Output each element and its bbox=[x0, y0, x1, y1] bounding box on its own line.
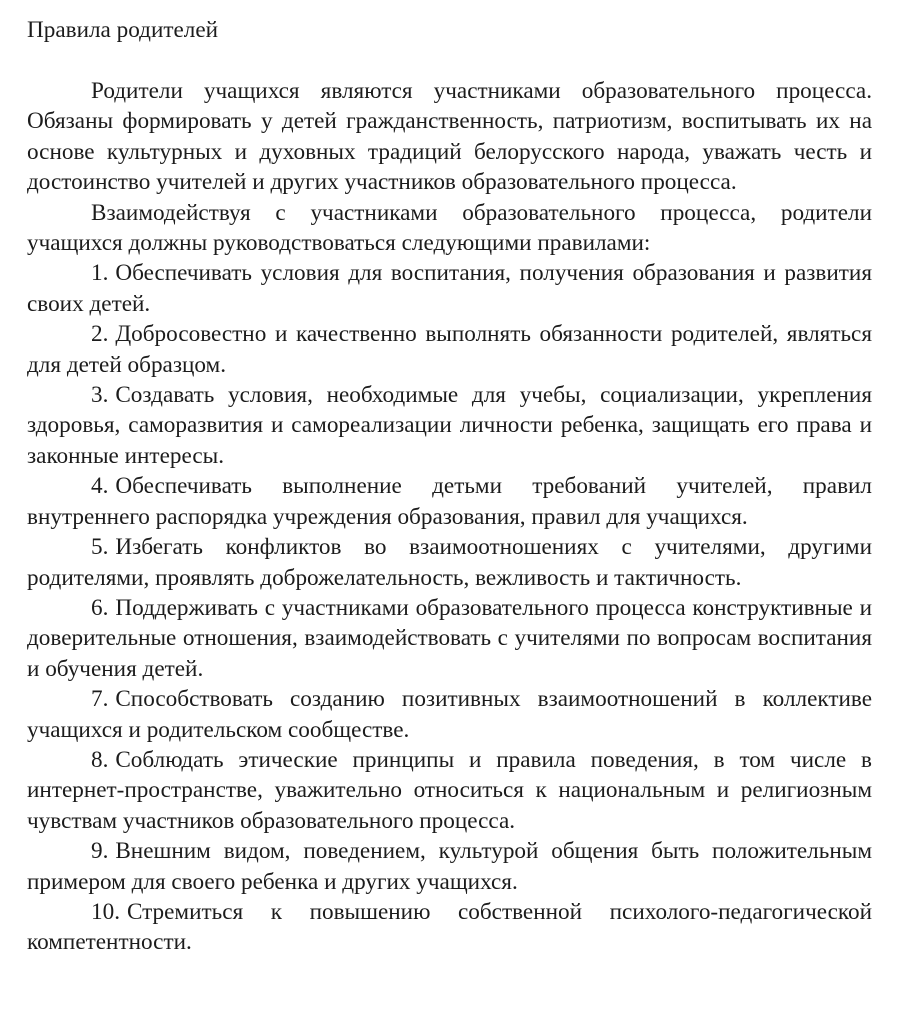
rule-number: 9. bbox=[91, 838, 109, 865]
rule-number: 4. bbox=[91, 473, 109, 500]
rule-text: Добросовестно и качественно выполнять обязанности родителей, являться для детей образцом. bbox=[27, 321, 872, 378]
rule-text: Внешним видом, поведением, культурой общения быть положительным примером для своего ребенка и других учащихся. bbox=[27, 838, 872, 895]
rule-item bbox=[27, 258, 872, 319]
rule-text: Способствовать созданию позитивных взаимоотношений в коллективе учащихся и родительском сообществе. bbox=[27, 686, 872, 743]
intro-paragraph: Родители учащихся являются участниками образовательного процесса. Обязаны формировать у детей гражданственность, патриотизм, воспитывать их на основе культурных и духовных традиций белорусского народа, уважать честь и достоинство учителей и других участников образовательного процесса. bbox=[27, 78, 872, 196]
rule-text: Обеспечивать выполнение детьми требований учителей, правил внутреннего распорядка учреждения образования, правил для учащихся. bbox=[27, 473, 872, 530]
rule-item bbox=[27, 684, 872, 745]
rule-number: 10. bbox=[91, 898, 120, 925]
rule-number: 6. bbox=[91, 594, 109, 621]
rule-number: 2. bbox=[91, 321, 109, 348]
rule-number: 1. bbox=[91, 260, 109, 287]
rules-list bbox=[27, 258, 872, 957]
rule-item bbox=[27, 532, 872, 593]
rule-item bbox=[27, 319, 872, 380]
rule-item bbox=[27, 745, 872, 836]
rule-text: Соблюдать этические принципы и правила поведения, в том числе в интернет-пространстве, уважительно относиться к национальным и религиозным чувствам участников образовательного процесса. bbox=[27, 746, 872, 834]
rule-item bbox=[27, 471, 872, 532]
rule-text: Избегать конфликтов во взаимоотношениях с учителями, другими родителями, проявлять доброжелательность, вежливость и тактичность. bbox=[27, 534, 872, 591]
rule-number: 3. bbox=[91, 382, 109, 409]
rule-text: Поддерживать с участниками образовательного процесса конструктивные и доверительные отношения, взаимодействовать с учителями по вопросам воспитания и обучения детей. bbox=[27, 594, 872, 682]
rule-item bbox=[27, 593, 872, 684]
rules-lead-paragraph: Взаимодействуя с участниками образовательного процесса, родители учащихся должны руководствоваться следующими правилами: bbox=[27, 199, 872, 257]
rule-number: 8. bbox=[91, 746, 109, 773]
rule-item bbox=[27, 897, 872, 958]
document-title: Правила родителей bbox=[27, 17, 219, 43]
rule-text: Создавать условия, необходимые для учебы, социализации, укрепления здоровья, саморазвития и самореализации личности ребенка, защищать его права и законные интересы. bbox=[27, 382, 872, 469]
rule-number: 5. bbox=[91, 534, 109, 561]
rule-item bbox=[27, 380, 872, 471]
rule-text: Стремиться к повышению собственной психолого-педагогической компетентности. bbox=[27, 898, 872, 956]
rule-item bbox=[27, 836, 872, 897]
rule-text: Обеспечивать условия для воспитания, получения образования и развития своих детей. bbox=[27, 260, 872, 317]
rule-number: 7. bbox=[91, 686, 109, 713]
